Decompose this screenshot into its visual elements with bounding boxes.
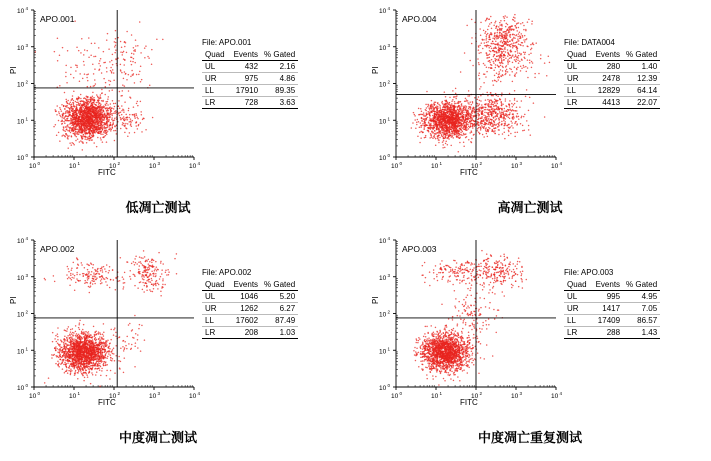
cell-quad: UR (564, 303, 593, 315)
cell-pct: 86.57 (623, 315, 660, 327)
table-row (564, 291, 660, 303)
stats-block (564, 268, 660, 339)
svg-text:4: 4 (387, 6, 391, 11)
file-label: File: APO.003 (564, 268, 614, 277)
svg-text:10: 10 (471, 163, 479, 170)
cytometry-panel (368, 232, 708, 457)
table-row (202, 315, 298, 327)
stats-block (202, 268, 298, 339)
cell-events: 995 (593, 291, 623, 303)
sample-id-label: APO.003 (402, 244, 437, 254)
file-label: File: APO.002 (202, 268, 252, 277)
svg-text:4: 4 (197, 391, 201, 396)
table-row (564, 303, 660, 315)
cell-quad: UL (564, 61, 593, 73)
table-row (202, 85, 298, 97)
plot-canvas (368, 232, 564, 410)
stats-block (564, 38, 660, 109)
x-axis-title: FITC (460, 168, 478, 177)
svg-text:10: 10 (17, 274, 25, 282)
sample-id-label: APO.001 (40, 14, 75, 24)
svg-text:10: 10 (69, 393, 77, 400)
svg-text:0: 0 (399, 161, 403, 166)
svg-text:1: 1 (77, 391, 81, 396)
cell-quad: LL (202, 315, 231, 327)
svg-text:10: 10 (17, 238, 25, 245)
svg-text:1: 1 (439, 161, 443, 166)
col-quad: Quad (202, 279, 231, 291)
col-quad: Quad (564, 49, 593, 61)
col-pct: % Gated (261, 279, 298, 291)
cell-pct: 3.63 (261, 97, 298, 109)
cell-events: 728 (231, 97, 261, 109)
svg-text:10: 10 (149, 393, 157, 400)
cell-quad: LR (202, 327, 231, 339)
table-header-row (202, 49, 298, 61)
svg-text:2: 2 (479, 161, 483, 166)
col-quad: Quad (202, 49, 231, 61)
y-axis-title: PI (371, 296, 380, 304)
stats-block (202, 38, 298, 109)
panel-caption: 中度凋亡重复测试 (477, 431, 582, 446)
svg-text:10: 10 (17, 81, 25, 89)
svg-text:3: 3 (387, 42, 391, 48)
cell-quad: LR (202, 97, 231, 109)
cell-pct: 12.39 (623, 73, 660, 85)
cytometry-panel (6, 2, 346, 227)
cell-quad: LR (564, 327, 593, 339)
svg-text:10: 10 (379, 8, 387, 15)
cell-pct: 1.03 (261, 327, 298, 339)
cell-events: 432 (231, 61, 261, 73)
svg-text:10: 10 (431, 163, 439, 170)
sample-id-label: APO.004 (402, 14, 437, 24)
svg-text:2: 2 (387, 79, 391, 85)
svg-text:2: 2 (117, 391, 121, 396)
svg-text:0: 0 (387, 153, 391, 158)
svg-text:3: 3 (519, 161, 523, 166)
y-axis-title: PI (9, 296, 18, 304)
svg-text:10: 10 (379, 118, 387, 126)
table-row (564, 61, 660, 73)
svg-text:10: 10 (17, 348, 25, 356)
svg-text:10: 10 (149, 163, 157, 170)
cell-events: 12829 (593, 85, 623, 97)
quadrant-stats-table (202, 49, 298, 109)
scatter-plot (6, 232, 202, 410)
svg-text:10: 10 (379, 44, 387, 52)
cell-pct: 64.14 (623, 85, 660, 97)
cell-pct: 1.43 (623, 327, 660, 339)
svg-text:3: 3 (25, 272, 29, 278)
cell-events: 208 (231, 327, 261, 339)
plot-canvas (6, 2, 202, 180)
table-row (564, 315, 660, 327)
table-row (202, 61, 298, 73)
svg-text:10: 10 (17, 385, 25, 392)
panel-caption: 中度凋亡测试 (118, 431, 197, 446)
cell-pct: 6.27 (261, 303, 298, 315)
svg-text:1: 1 (77, 161, 81, 166)
svg-text:4: 4 (25, 236, 29, 241)
table-row (202, 73, 298, 85)
cell-pct: 22.07 (623, 97, 660, 109)
plot-canvas (6, 232, 202, 410)
plot-canvas (368, 2, 564, 180)
table-row (564, 97, 660, 109)
cell-quad: UL (564, 291, 593, 303)
sample-id-label: APO.002 (40, 244, 75, 254)
cell-pct: 2.16 (261, 61, 298, 73)
svg-text:10: 10 (551, 163, 559, 170)
cell-quad: LL (564, 85, 593, 97)
col-quad: Quad (564, 279, 593, 291)
svg-text:10: 10 (17, 118, 25, 126)
col-pct: % Gated (623, 279, 660, 291)
svg-text:2: 2 (25, 79, 29, 85)
y-axis-title: PI (9, 66, 18, 74)
svg-text:10: 10 (391, 163, 399, 170)
scatter-plot (368, 2, 564, 180)
svg-text:10: 10 (17, 44, 25, 52)
cell-pct: 4.86 (261, 73, 298, 85)
cell-quad: UR (202, 73, 231, 85)
file-label: File: APO.001 (202, 38, 252, 47)
quadrant-stats-table (202, 279, 298, 339)
cell-events: 17602 (231, 315, 261, 327)
cell-quad: UL (202, 61, 231, 73)
svg-text:10: 10 (511, 163, 519, 170)
svg-text:0: 0 (25, 153, 29, 158)
table-row (564, 327, 660, 339)
cytometry-panel (6, 232, 346, 457)
svg-text:10: 10 (17, 155, 25, 162)
table-header-row (564, 49, 660, 61)
col-pct: % Gated (623, 49, 660, 61)
svg-text:10: 10 (189, 393, 197, 400)
scatter-plot (6, 2, 202, 180)
y-axis-title: PI (371, 66, 380, 74)
scatter-plot (368, 232, 564, 410)
table-row (202, 291, 298, 303)
col-events: Events (231, 49, 261, 61)
cell-events: 280 (593, 61, 623, 73)
cell-pct: 4.95 (623, 291, 660, 303)
svg-text:0: 0 (25, 383, 29, 388)
svg-text:10: 10 (29, 393, 37, 400)
svg-text:1: 1 (25, 116, 29, 122)
svg-text:0: 0 (37, 391, 41, 396)
col-events: Events (593, 49, 623, 61)
svg-text:1: 1 (25, 346, 29, 352)
svg-text:3: 3 (25, 42, 29, 48)
x-axis-title: FITC (460, 398, 478, 407)
svg-text:10: 10 (109, 393, 117, 400)
cell-pct: 7.05 (623, 303, 660, 315)
cell-pct: 87.49 (261, 315, 298, 327)
col-pct: % Gated (261, 49, 298, 61)
svg-text:10: 10 (189, 163, 197, 170)
cell-events: 17910 (231, 85, 261, 97)
svg-text:1: 1 (387, 116, 391, 122)
cell-events: 17409 (593, 315, 623, 327)
cell-quad: UR (564, 73, 593, 85)
svg-text:10: 10 (17, 311, 25, 319)
cell-events: 1262 (231, 303, 261, 315)
cell-pct: 5.20 (261, 291, 298, 303)
table-header-row (202, 279, 298, 291)
table-row (202, 97, 298, 109)
cell-quad: UL (202, 291, 231, 303)
svg-text:10: 10 (29, 163, 37, 170)
svg-text:10: 10 (17, 8, 25, 15)
cell-pct: 1.40 (623, 61, 660, 73)
file-label: File: DATA004 (564, 38, 615, 47)
svg-text:2: 2 (117, 161, 121, 166)
quadrant-stats-table (564, 49, 660, 109)
panel-caption: 低凋亡测试 (125, 201, 191, 216)
cell-quad: LL (564, 315, 593, 327)
table-row (564, 85, 660, 97)
table-row (564, 73, 660, 85)
cell-events: 1417 (593, 303, 623, 315)
svg-text:0: 0 (37, 161, 41, 166)
cell-events: 2478 (593, 73, 623, 85)
cell-quad: LL (202, 85, 231, 97)
svg-text:10: 10 (379, 155, 387, 162)
cell-quad: LR (564, 97, 593, 109)
svg-text:4: 4 (559, 161, 563, 166)
x-axis-title: FITC (98, 168, 116, 177)
svg-text:4: 4 (197, 161, 201, 166)
svg-text:4: 4 (25, 6, 29, 11)
svg-text:3: 3 (157, 391, 161, 396)
svg-text:10: 10 (379, 81, 387, 89)
cytometry-panel (368, 2, 708, 227)
col-events: Events (593, 279, 623, 291)
cell-events: 975 (231, 73, 261, 85)
svg-text:3: 3 (157, 161, 161, 166)
svg-text:10: 10 (109, 163, 117, 170)
cell-quad: UR (202, 303, 231, 315)
panel-caption: 高凋亡测试 (497, 201, 563, 216)
table-header-row (564, 279, 660, 291)
cell-events: 1046 (231, 291, 261, 303)
cell-pct: 89.35 (261, 85, 298, 97)
cell-events: 4413 (593, 97, 623, 109)
quadrant-stats-table (564, 279, 660, 339)
table-row (202, 327, 298, 339)
table-row (202, 303, 298, 315)
svg-text:2: 2 (25, 309, 29, 315)
cell-events: 288 (593, 327, 623, 339)
x-axis-title: FITC (98, 398, 116, 407)
svg-text:10: 10 (69, 163, 77, 170)
col-events: Events (231, 279, 261, 291)
